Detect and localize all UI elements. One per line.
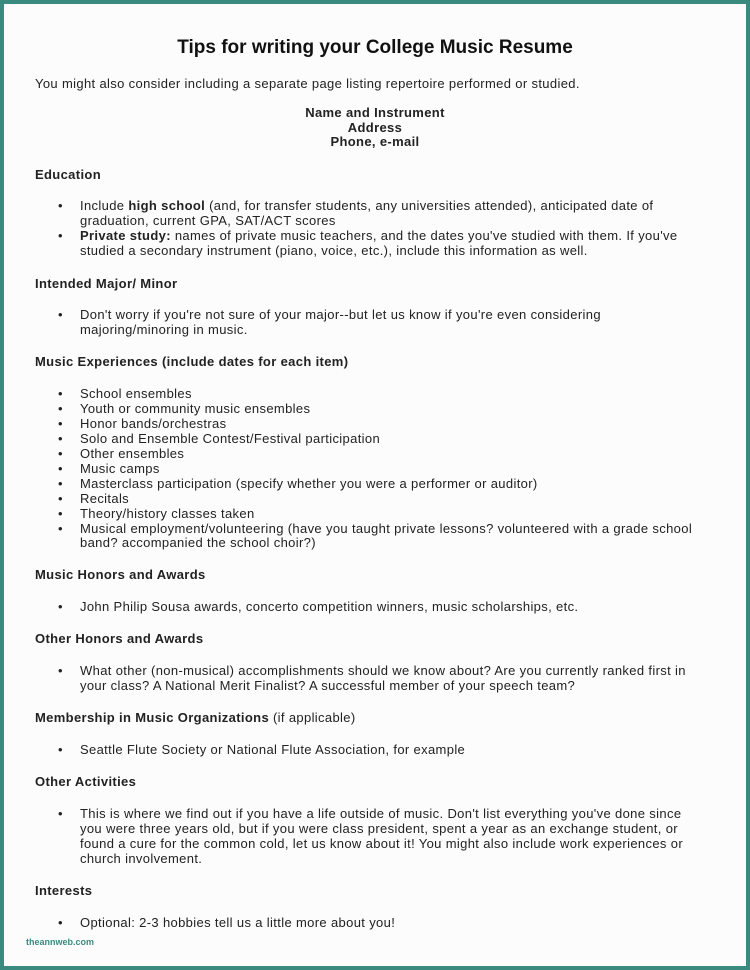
bullet: • — [58, 228, 63, 243]
experience-item-cont: band? accompanied the school choir?) — [80, 535, 316, 550]
bullet: • — [58, 416, 63, 431]
name-instrument: Name and Instrument — [305, 105, 445, 120]
honors-heading: Music Honors and Awards — [35, 567, 206, 582]
membership-heading: Membership in Music Organizations (if applicable) — [35, 710, 356, 725]
education-item: Private study: names of private music teachers, and the dates you've studied with them. If you've — [80, 228, 678, 243]
education-item-cont: studied a secondary instrument (piano, voice, etc.), include this information as well. — [80, 243, 588, 258]
experience-item: Recitals — [80, 491, 130, 506]
membership-item: Seattle Flute Society or National Flute Association, for example — [80, 742, 466, 757]
watermark: theannweb.com — [26, 937, 95, 947]
bullet: • — [58, 599, 63, 614]
other-honors-heading: Other Honors and Awards — [35, 631, 204, 646]
bullet: • — [58, 521, 63, 536]
bullet: • — [58, 476, 63, 491]
activities-item-cont: church involvement. — [80, 851, 203, 866]
bullet: • — [58, 806, 63, 821]
experience-item: Solo and Ensemble Contest/Festival participation — [80, 431, 381, 446]
bullet: • — [58, 198, 63, 213]
experience-item: Masterclass participation (specify whether you were a performer or auditor) — [80, 476, 538, 491]
bullet: • — [58, 401, 63, 416]
interests-item: Optional: 2-3 hobbies tell us a little more about you! — [80, 915, 396, 930]
interests-heading: Interests — [35, 883, 93, 898]
education-item: Include high school (and, for transfer students, any universities attended), anticipated date of — [80, 198, 654, 213]
activities-heading: Other Activities — [35, 774, 137, 789]
major-item-cont: majoring/minoring in music. — [80, 322, 248, 337]
other-honors-item: What other (non-musical) accomplishments should we know about? Are you currently ranked first in — [80, 663, 686, 678]
education-item-cont: graduation, current GPA, SAT/ACT scores — [80, 213, 336, 228]
bullet: • — [58, 915, 63, 930]
experience-item: Honor bands/orchestras — [80, 416, 227, 431]
experience-item: Youth or community music ensembles — [80, 401, 311, 416]
phone-email: Phone, e-mail — [330, 134, 420, 149]
honors-item: John Philip Sousa awards, concerto competition winners, music scholarships, etc. — [80, 599, 579, 614]
major-heading: Intended Major/ Minor — [35, 276, 178, 291]
education-heading: Education — [35, 167, 101, 182]
experience-item: Other ensembles — [80, 446, 185, 461]
document-page — [4, 4, 746, 966]
major-item: Don't worry if you're not sure of your major--but let us know if you're even considering — [80, 307, 601, 322]
experience-item: Theory/history classes taken — [80, 506, 255, 521]
bullet: • — [58, 307, 63, 322]
other-honors-item-cont: your class? A National Merit Finalist? A successful member of your speech team? — [80, 678, 576, 693]
bullet: • — [58, 461, 63, 476]
bullet: • — [58, 506, 63, 521]
experience-item: School ensembles — [80, 386, 192, 401]
bullet: • — [58, 663, 63, 678]
address: Address — [347, 120, 403, 135]
bullet: • — [58, 742, 63, 757]
experience-item: Music camps — [80, 461, 160, 476]
activities-item-cont: you were three years old, but if you were class president, spent a year as an exchange student, or — [80, 821, 678, 836]
bullet: • — [58, 446, 63, 461]
activities-item: This is where we find out if you have a life outside of music. Don't list everything you've done since — [80, 806, 682, 821]
bullet: • — [58, 491, 63, 506]
bullet: • — [58, 431, 63, 446]
experience-item: Musical employment/volunteering (have you taught private lessons? volunteered with a grade school — [80, 521, 693, 536]
intro-text: You might also consider including a separate page listing repertoire performed or studied. — [35, 76, 580, 91]
activities-item-cont: found a cure for the common cold, let us know about it! You might also include work experiences or — [80, 836, 684, 851]
experiences-heading: Music Experiences (include dates for each item) — [35, 354, 349, 369]
bullet: • — [58, 386, 63, 401]
page-title: Tips for writing your College Music Resume — [177, 37, 573, 58]
